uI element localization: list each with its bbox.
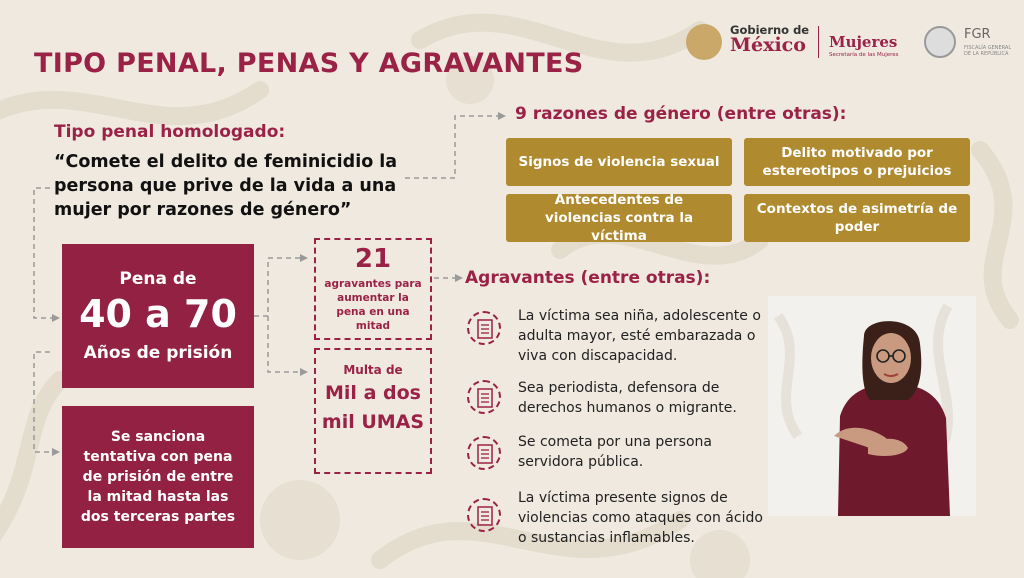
fgr-logo-subtitle: FISCALÍA GENERAL DE LA REPÚBLICA [964,45,1012,57]
agravantes-count-text: agravantes para aumentar la pena en una mitad [324,278,422,332]
razon-pill: Contextos de asimetría de poder [744,194,970,242]
gobierno-logo-line2: México [730,34,806,56]
razon-pill: Signos de violencia sexual [506,138,732,186]
multa-label: Multa de [343,363,403,377]
mexico-seal-icon [686,24,722,60]
document-icon [467,380,501,414]
agravante-item: Se cometa por una persona servidora pública. [518,434,712,470]
logo-divider [818,26,819,58]
agravante-item: La víctima presente signos de violencias como ataques con ácido o sustancias inflamables. [518,490,763,546]
multa-box [314,348,432,474]
gobierno-logo-line1: Gobierno de [730,23,810,37]
razon-pill: Antecedentes de violencias contra la víctima [506,194,732,242]
pena-unit: Años de prisión [83,343,233,363]
fgr-seal-icon [924,26,956,58]
mujeres-logo: Mujeres [829,33,898,51]
interpreter-video [768,296,976,516]
razon-pill: Delito motivado por estereotipos o prejuicios [744,138,970,186]
agravante-item: La víctima sea niña, adolescente o adulta mayor, esté embarazada o viva con discapacidad. [518,308,761,364]
document-icon [467,498,501,532]
razones-title: 9 razones de género (entre otras): [515,104,847,124]
fgr-logo: FGR [964,27,991,42]
tentativa-text: Se sanciona tentativa con pena de prisión de entre la mitad hasta las dos terceras partes [80,429,236,525]
tentativa-box [62,406,254,548]
agravantes-count-number: 21 [354,244,392,274]
pena-label: Pena de [119,269,197,289]
document-icon [467,311,501,345]
tipo-penal-label: Tipo penal homologado: [54,122,286,142]
page-title: TIPO PENAL, PENAS Y AGRAVANTES [34,48,584,79]
tipo-penal-quote: “Comete el delito de feminicidio la persona que prive de la vida a una mujer por razones de género” [54,152,398,220]
agravante-item: Sea periodista, defensora de derechos humanos o migrante. [518,380,737,416]
pena-box [62,244,254,388]
mujeres-logo-subtitle: Secretaría de las Mujeres [829,52,899,58]
interpreter-figure [768,296,976,516]
multa-amount: Mil a dos mil UMAS [321,382,425,433]
document-icon [467,436,501,470]
agravantes-count-box [314,238,432,340]
pena-range: 40 a 70 [79,292,237,336]
agravantes-title: Agravantes (entre otras): [465,268,711,288]
